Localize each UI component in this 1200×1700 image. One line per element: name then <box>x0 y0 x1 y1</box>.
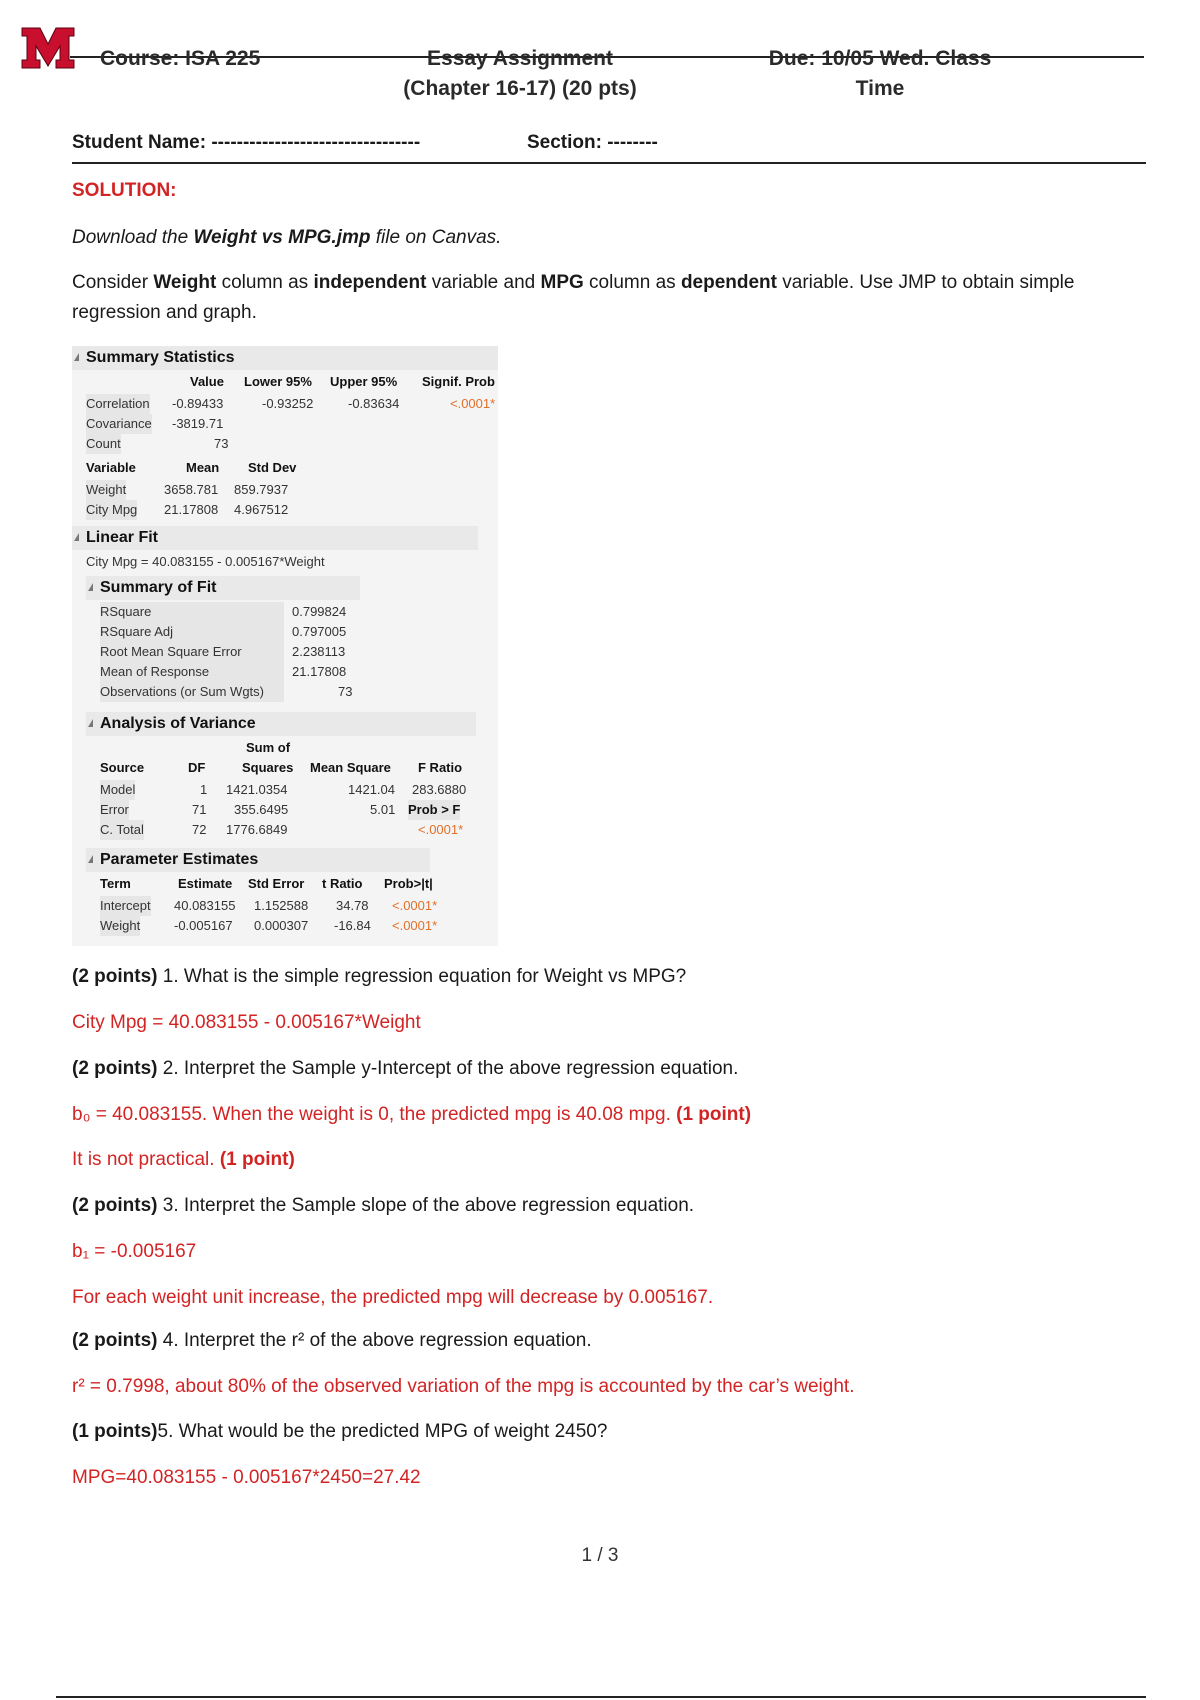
jmp-report: Summary Statistics Value Lower 95% Upper 95% Signif. Prob Correlation -0.89433 -0.93252 -0.83634 <.0001* Covariance -3819.71 Count 73 Variable Mean Std Dev Weight 3658.781 859.7937 City Mpg 21.17808 4.967512 Linear Fit City Mpg = 40.083155 - 0.005167*Weight Summary of Fit RSquare 0.799824 RSquare Adj 0.797005 Root Mean Square Error 2.238113 Mean of Response 21.17808 Observations (or Sum Wgts) 73 Analysis of Variance Sum of Source DF Squares Mean Square F Ratio Model 1 1421.0354 1421.04 283.6880 Error 71 355.6495 5.01 Prob > F C. Total 72 1776.6849 <.0001* Parameter Estimates Term Estimate Std Error t Ratio Prob>|t| Intercept 40.083155 1.152588 34.78 <.0001* Weight -0.005167 0.000307 -16.84 <.0001* <box>72 346 498 946</box>
consider-instruction: Consider Weight column as independent variable and MPG column as dependent variable. Use JMP to obtain simple regression and graph. <box>72 272 1075 323</box>
assignment-title: Essay Assignment (Chapter 16-17) (20 pts) <box>403 47 637 100</box>
due-date: Due: 10/05 Wed. Class Time <box>768 47 992 100</box>
table-row: Correlation -0.89433 -0.93252 -0.83634 <.0001* <box>86 394 496 414</box>
miami-m-logo <box>20 26 76 70</box>
regression-equation-jmp: City Mpg = 40.083155 - 0.005167*Weight <box>86 554 325 569</box>
linear-fit-header: Linear Fit <box>72 526 478 550</box>
question-1: (2 points) 1. What is the simple regression equation for Weight vs MPG? <box>72 966 687 987</box>
student-name-label: Student Name: --------------------------------- <box>72 132 421 153</box>
summary-statistics-header: Summary Statistics <box>72 346 498 370</box>
course-label: Course: ISA 225 <box>100 47 261 70</box>
answer-3b: For each weight unit increase, the predicted mpg will decrease by 0.005167. <box>72 1287 714 1308</box>
summary-of-fit-header: Summary of Fit <box>86 576 360 600</box>
anova-header: Analysis of Variance <box>86 712 476 736</box>
parameter-estimates-header: Parameter Estimates <box>86 848 430 872</box>
solution-heading: SOLUTION: <box>72 180 177 201</box>
table-row: Intercept 40.083155 1.152588 34.78 <.0001* <box>100 896 440 916</box>
table-row: Error 71 355.6495 5.01 Prob > F <box>100 800 480 820</box>
question-5: (1 points)5. What would be the predicted MPG of weight 2450? <box>72 1421 608 1442</box>
parameter-headers: Term Estimate Std Error t Ratio Prob>|t| <box>100 876 433 891</box>
question-4: (2 points) 4. Interpret the r² of the above regression equation. <box>72 1330 592 1351</box>
table-row: Weight -0.005167 0.000307 -16.84 <.0001* <box>100 916 440 936</box>
answer-3a: b₁ = -0.005167 <box>72 1241 197 1262</box>
answer-2a: b₀ = 40.083155. When the weight is 0, the predicted mpg is 40.08 mpg. (1 point) <box>72 1104 752 1125</box>
table-row: C. Total 72 1776.6849 <.0001* <box>100 820 480 840</box>
answer-2b: It is not practical. (1 point) <box>72 1149 295 1170</box>
question-3: (2 points) 3. Interpret the Sample slope of the above regression equation. <box>72 1195 695 1216</box>
answer-5: MPG=40.083155 - 0.005167*2450=27.42 <box>72 1467 421 1488</box>
page-number: 1 / 3 <box>581 1545 619 1566</box>
summary-stats-headers: Value Lower 95% Upper 95% Signif. Prob <box>190 374 495 389</box>
student-info-row <box>72 128 1146 164</box>
answer-1: City Mpg = 40.083155 - 0.005167*Weight <box>72 1012 421 1033</box>
footer-rule <box>56 1696 1146 1698</box>
question-2: (2 points) 2. Interpret the Sample y-Intercept of the above regression equation. <box>72 1058 739 1079</box>
anova-headers: Source DF Squares Mean Square F Ratio <box>100 760 463 775</box>
table-row: Model 1 1421.0354 1421.04 283.6880 <box>100 780 480 800</box>
download-instruction: Download the Weight vs MPG.jmp file on Canvas. <box>72 227 502 248</box>
section-label: Section: -------- <box>527 132 658 153</box>
answer-4: r² = 0.7998, about 80% of the observed variation of the mpg is accounted by the car’s weight. <box>72 1376 855 1397</box>
